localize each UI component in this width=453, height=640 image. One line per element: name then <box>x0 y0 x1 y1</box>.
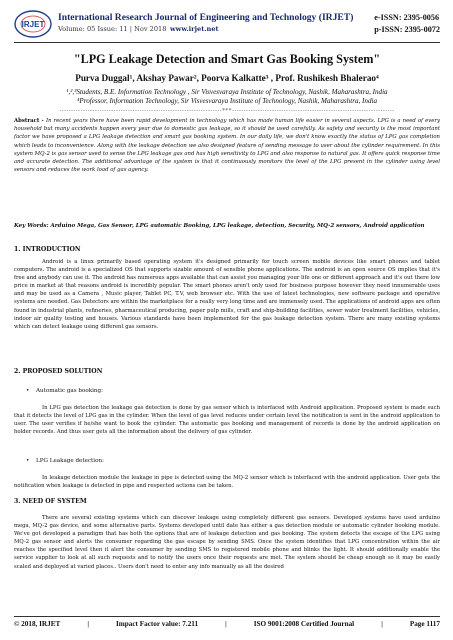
affiliation-professor: ⁴Professor, Information Technology, Sir Visvesvaraya Institute of Technology, Nashik, Maharashtra, India <box>76 97 378 105</box>
volume-line <box>58 25 219 33</box>
heading-introduction: 1. INTRODUCTION <box>14 246 81 253</box>
abstract-label: Abstract - <box>14 118 46 124</box>
booking-text: In LPG gas detection the leakage gas detection is done by gas sensor which is interfaced with Android application. Proposed system is made such that it detects the level of LPG gas in the cylinder. When the level of gas level reduces under certain level the notification is sent in the android application to user. The user verifies if he/she want to book the cylinder. The automatic gas booking and management of records is done by the android application on holder records. And thus user gets all the information about the delivery of gas cylinder. <box>14 405 440 436</box>
page-footer <box>14 620 440 628</box>
footer-page-number: Page 1117 <box>409 620 440 628</box>
bullet-leakage-detection <box>26 458 104 464</box>
paper-authors: Purva Duggal¹, Akshay Pawar², Poorva Kalkatte³ , Prof. Rushikesh Bhalerao⁴ <box>75 73 379 83</box>
e-issn: e-ISSN: 2395-0056 <box>374 13 440 22</box>
need-paragraph <box>14 514 440 571</box>
svg-text:IRJET: IRJET <box>21 20 45 29</box>
footer-rule <box>14 616 440 617</box>
footer-divider: | <box>87 620 89 628</box>
affiliation-students: ¹,²,³Students, B.E. Information Technology , Sir Visvesvaraya Institute of Technology, Nashik, Maharashtra, India <box>66 88 388 96</box>
journal-header <box>14 10 440 40</box>
footer-divider: | <box>225 620 227 628</box>
bullet-gas-booking-label: Automatic gas booking: <box>36 388 103 394</box>
introduction-paragraph <box>14 258 440 331</box>
separator-line: ---------------------------------------------------------------------***--------------------------------------------------------------------- <box>59 108 395 114</box>
volume-issue: Volume: 05 Issue: 11 | Nov 2018 <box>58 25 167 33</box>
abstract <box>14 117 440 174</box>
bullet-leakage-label: LPG Leakage detection: <box>36 458 104 464</box>
abstract-text: In recent years there have been rapid development in technology which has made human life easier in several aspects. LPG is a need of every household but many accidents happen every year due to domestic gas leakage, so it should be used carefully. As safety and security is the most important factor we have proposed a LPG leakage detection and smart gas booking system. In our daily life, we don't know exactly the status of LPG gas completion which leads to inconvenience. Along with the leakage detection we also designed feature of sending message to user about the cylinder requirement. In this system MQ-2 is gas sensor used to sense the LPG leakage gas and has high sensitivity to LPG and also response to natural gas. It offers quick response time and accurate detection. The additional advantage of the system is that it continuously monitors the level of the LPG present in the cylinder using level sensors and reduces the work load of gas agency. <box>14 118 440 174</box>
heading-proposed-solution: 2. PROPOSED SOLUTION <box>14 368 103 375</box>
footer-impact-factor: Impact Factor value: 7.211 <box>115 620 199 628</box>
footer-divider: | <box>381 620 383 628</box>
journal-name: International Research Journal of Engineering and Technology (IRJET) <box>58 12 354 23</box>
p-issn: p-ISSN: 2395-0072 <box>374 25 440 34</box>
need-text: There are several existing systems which can discover leakage using completely different gas sensors. Developed systems have used arduino mega, MQ-2 gas device, and some alternative parts. Systems developed until date has either a gas detection module or automatic cylinder booking module. We've got developed a paradigm that has both the options that are of leakage detection and gas booking. The system detects the escape of the LPG using MQ-2 gas sensor and alerts the consumer regarding the gas escape by sending SMS. Once the system identifies that LPG concentration within the air reaches the specified level then it alert the consumer by sending SMS to registered mobile phone and blinks the light. It should additionally enable the service supplier to look at all such requests and to notify the users once their requests are met. The system should be cheap enough so it may be easily scaled and deployed at varied places.. Users don't need to enter any info manually as all the desired <box>14 515 440 570</box>
bullet-dot-icon: • <box>26 388 30 394</box>
keywords: Key Words: Arduino Mega, Gas Sensor, LPG automatic Booking, LPG leakage, detection, Security, MQ-2 sensors, Android application <box>14 223 425 229</box>
bullet-dot-icon: • <box>26 458 30 464</box>
header-rule <box>14 42 440 43</box>
issn-block <box>374 12 440 36</box>
booking-paragraph <box>14 404 440 436</box>
journal-website: www.irjet.net <box>170 25 219 33</box>
irjet-logo <box>14 10 52 38</box>
heading-need-of-system: 3. NEED OF SYSTEM <box>14 498 87 505</box>
footer-iso: ISO 9001:2008 Certified Journal <box>253 620 355 628</box>
introduction-text: Android is a linux primarily based operating system it's designed primarily for touch screen mobile devices like smart phones and tablet computers. The android is a specialized OS that supports sizable amount of sensible phone applications. The android is an open source OS implies that it's free and anybody can use it. The android has numerous apps available that can assist you managing your life one or different approach and it's out there low price in market at that reasons android is incredibly popular. The smart phones aren't only used for business purpose however they need innumerable uses and may be used as a Camera , Music player, Tablet PC, T.V, web browser etc. With the use of latest technologies, new software package and operative systems are needed. Gas Detectors are within the marketplace for a really very long time and are immensely used. The applications of android apps are often found in industrial plants, refineries, pharmaceutical producing, paper pulp mills, craft and ship-building facilities, sewer water treatment facilities, vehicles, indoor air quality testing and houses. Various standards have been implemented for the gas leakage detection system. There are many existing systems which can detect leakage using different gas sensors. <box>14 259 440 330</box>
leakage-text: In leakage detection module the leakage in pipe is detected using the MQ-2 sensor which is interfaced with the android application. User gets the notification when leakage is detected in pipe and respected actions can be taken. <box>14 475 440 490</box>
bullet-gas-booking <box>26 388 103 394</box>
footer-copyright: © 2018, IRJET <box>14 620 61 628</box>
leakage-paragraph <box>14 474 440 490</box>
paper-title: "LPG Leakage Detection and Smart Gas Booking System" <box>73 52 381 66</box>
